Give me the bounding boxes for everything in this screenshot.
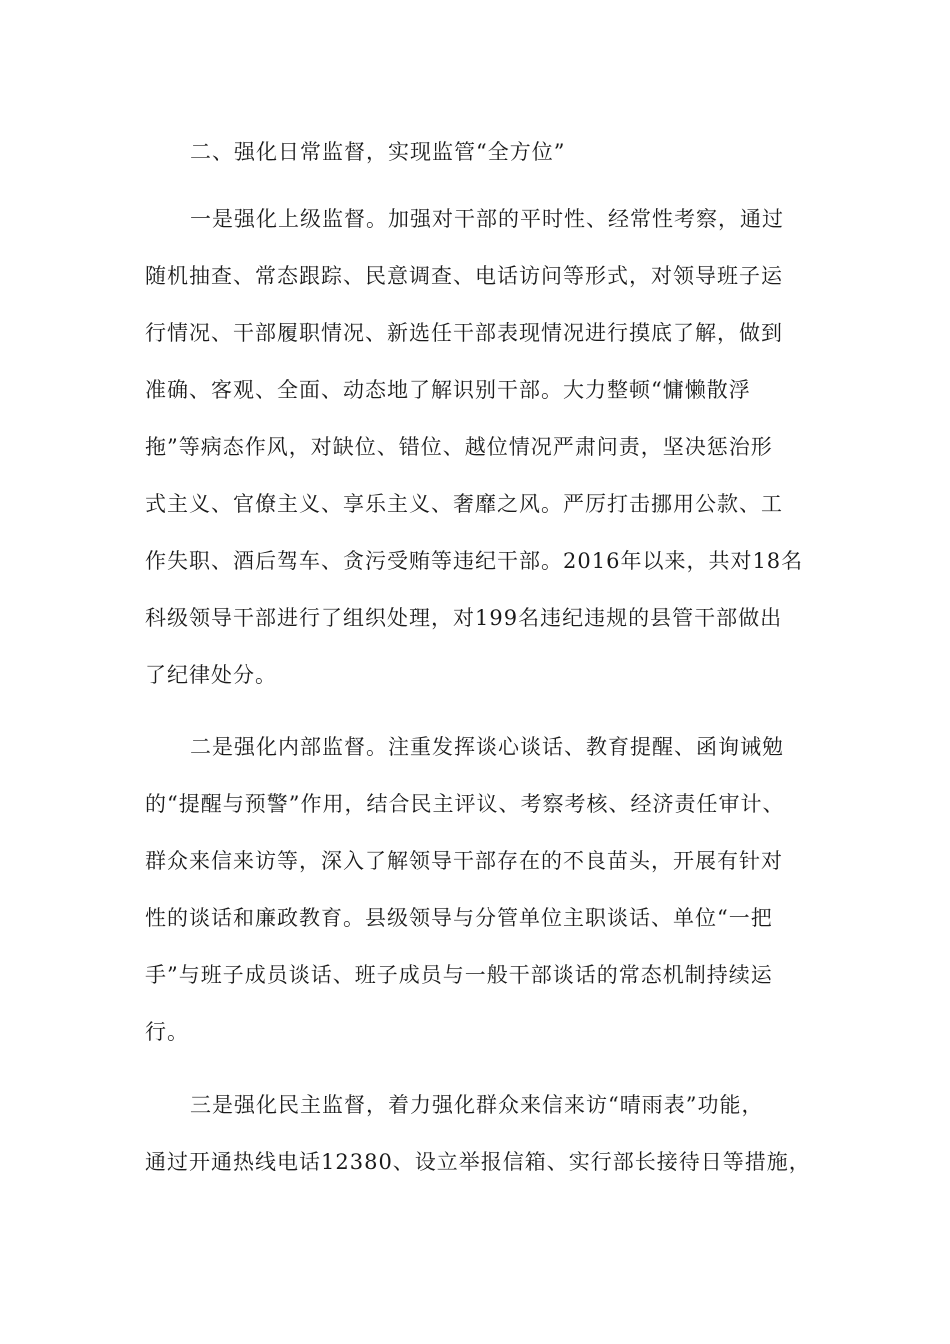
paragraph-line: 准确、客观、全面、动态地了解识别干部。大力整顿“慵懒散浮 (145, 378, 751, 402)
paragraph-line: 科级领导干部进行了组织处理，对199名违纪违规的县管干部做出 (145, 606, 783, 630)
paragraph-line: 作失职、酒后驾车、贪污受贿等违纪干部。2016年以来，共对18名 (145, 549, 804, 573)
paragraph-superior-supervision (145, 191, 803, 704)
paragraph-line: 行。 (145, 1020, 189, 1044)
paragraph-line: 式主义、官僚主义、享乐主义、奢靡之风。严厉打击挪用公款、工 (145, 492, 783, 516)
paragraph-line: 拖”等病态作风，对缺位、错位、越位情况严肃问责，坚决惩治形 (145, 435, 773, 459)
paragraph-internal-supervision (145, 719, 784, 1061)
paragraph-line: 的“提醒与预警”作用，结合民主评议、考察考核、经济责任审计、 (145, 792, 785, 816)
paragraph-line: 一是强化上级监督。加强对干部的平时性、经常性考察，通过 (190, 207, 784, 231)
paragraph-line: 性的谈话和廉政教育。县级领导与分管单位主职谈话、单位“一把 (145, 906, 773, 930)
paragraph-line: 随机抽查、常态跟踪、民意调查、电话访问等形式，对领导班子运 (145, 264, 783, 288)
paragraph-line: 群众来信来访等，深入了解领导干部存在的不良苗头，开展有针对 (145, 849, 783, 873)
paragraph-line: 通过开通热线电话12380、设立举报信箱、实行部长接待日等措施， (145, 1150, 811, 1174)
paragraph-line: 了纪律处分。 (145, 663, 277, 687)
section-heading: 二、强化日常监督，实现监管“全方位” (190, 140, 566, 164)
paragraph-democratic-supervision (145, 1077, 811, 1191)
paragraph-line: 二是强化内部监督。注重发挥谈心谈话、教育提醒、函询诫勉 (190, 735, 784, 759)
paragraph-line: 行情况、干部履职情况、新选任干部表现情况进行摸底了解，做到 (145, 321, 783, 345)
paragraph-line: 三是强化民主监督，着力强化群众来信来访“晴雨表”功能， (190, 1093, 764, 1117)
paragraph-line: 手”与班子成员谈话、班子成员与一般干部谈话的常态机制持续运 (145, 963, 773, 987)
